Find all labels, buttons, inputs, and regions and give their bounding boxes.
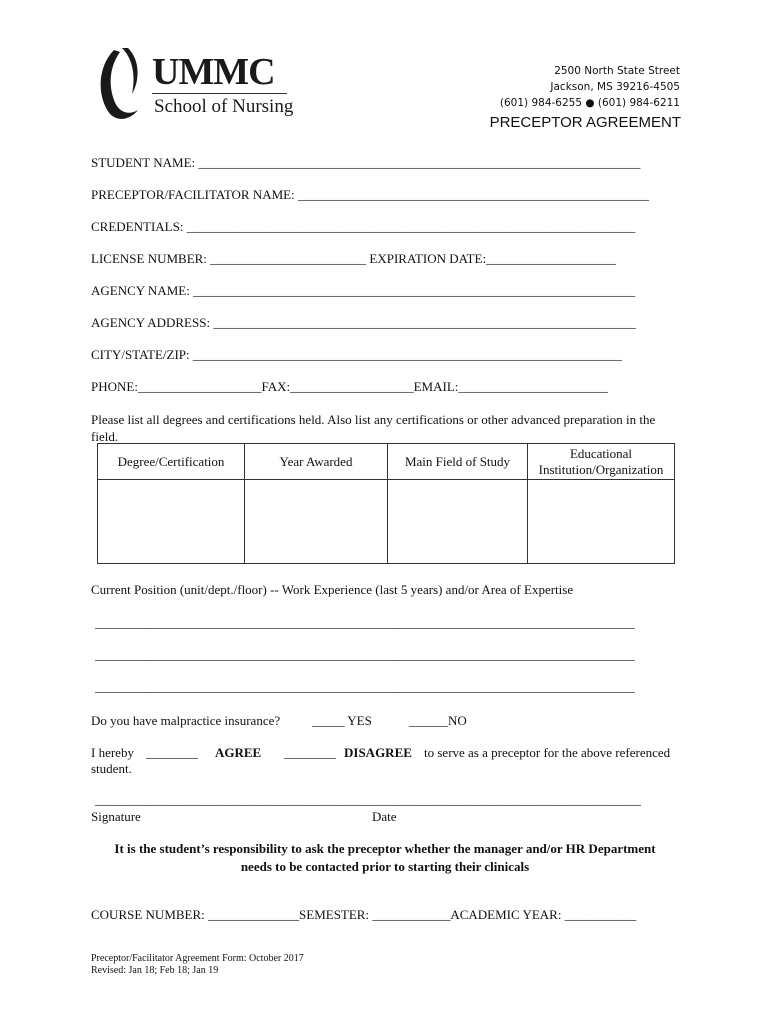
footer-revisions: Revised: Jan 18; Feb 18; Jan 19 [91, 965, 219, 976]
degrees-table [97, 443, 675, 564]
agreement-prefix: I hereby [91, 745, 134, 760]
course-semester-year-field[interactable]: COURSE NUMBER: ______________SEMESTER: ____________ACADEMIC YEAR: ___________ [91, 907, 637, 922]
year-cell[interactable] [245, 480, 388, 564]
experience-line-3[interactable]: _______________________________________________________________________________________ [95, 679, 635, 694]
experience-line-2[interactable]: _______________________________________________________________________________________ [95, 647, 635, 662]
date-label: Date [372, 809, 397, 824]
agreement-suffix: to serve as a preceptor for the above referenced [424, 745, 671, 760]
student-responsibility-notice [91, 840, 679, 876]
disagree-blank[interactable]: ________ [284, 745, 336, 760]
signature-label: Signature [91, 809, 141, 824]
col-main-field: Main Field of Study [388, 444, 528, 480]
city-state-zip-field[interactable]: CITY/STATE/ZIP: __________________________________________________________________ [91, 347, 622, 362]
logo-divider [152, 93, 287, 94]
degrees-instructions: Please list all degrees and certifications held. Also list any certifications or other advanced preparation in the field. [91, 412, 656, 444]
credentials-field[interactable]: CREDENTIALS: _____________________________________________________________________ [91, 219, 636, 234]
insurance-question: Do you have malpractice insurance? [91, 713, 281, 728]
agree-blank[interactable]: ________ [146, 745, 198, 760]
agreement-line2: student. [91, 761, 132, 776]
field-cell[interactable] [388, 480, 528, 564]
degree-cell[interactable] [98, 480, 245, 564]
license-expiration-field[interactable]: LICENSE NUMBER: ________________________ EXPIRATION DATE:____________________ [91, 251, 617, 266]
col-institution [528, 444, 675, 480]
address-line-street: 2500 North State Street [554, 65, 680, 77]
address-block [500, 63, 680, 111]
agree-label: AGREE [215, 745, 262, 760]
col-year-awarded: Year Awarded [245, 444, 388, 480]
institution-cell[interactable] [528, 480, 675, 564]
preceptor-name-field[interactable]: PRECEPTOR/FACILITATOR NAME: ______________________________________________________ [91, 187, 649, 202]
address-line-city: Jackson, MS 39216-4505 [550, 81, 680, 93]
experience-prompt: Current Position (unit/dept./floor) -- Work Experience (last 5 years) and/or Area of Expertise [91, 582, 574, 597]
notice-line2: needs to be contacted prior to starting their clinicals [240, 859, 530, 874]
form-footer [91, 953, 304, 977]
form-title: PRECEPTOR AGREEMENT [489, 114, 681, 131]
logo-wordmark: UMMC [152, 51, 275, 93]
col-institution-line2: Institution/Organization [538, 461, 664, 477]
col-degree-certification: Degree/Certification [98, 444, 245, 480]
student-name-field[interactable]: STUDENT NAME: ____________________________________________________________________ [91, 155, 641, 170]
footer-form-version: Preceptor/Facilitator Agreement Form: October 2017 [91, 953, 304, 964]
degrees-table-header [98, 444, 675, 480]
disagree-label: DISAGREE [344, 745, 412, 760]
insurance-yes-option[interactable]: _____ YES [312, 713, 372, 728]
degrees-table-row [98, 480, 675, 564]
experience-line-1[interactable]: _______________________________________________________________________________________ [95, 615, 635, 630]
signature-line[interactable]: ________________________________________________________________________________________ [95, 792, 641, 807]
agency-address-field[interactable]: AGENCY ADDRESS: _________________________________________________________________ [91, 315, 636, 330]
phone-fax-email-field[interactable]: PHONE:___________________FAX:___________________EMAIL:_______________________ [91, 379, 608, 394]
notice-line1: It is the student’s responsibility to ask the preceptor whether the manager and/or HR Department [114, 841, 656, 856]
ummc-emblem-icon [92, 44, 152, 126]
agency-name-field[interactable]: AGENCY NAME: ____________________________________________________________________ [91, 283, 636, 298]
logo-subtitle: School of Nursing [154, 96, 294, 117]
ummc-logo [92, 44, 307, 126]
col-institution-line1: Educational [569, 445, 633, 461]
insurance-no-option[interactable]: ______NO [409, 713, 467, 728]
address-line-phone: (601) 984-6255 ● (601) 984-6211 [499, 97, 680, 109]
